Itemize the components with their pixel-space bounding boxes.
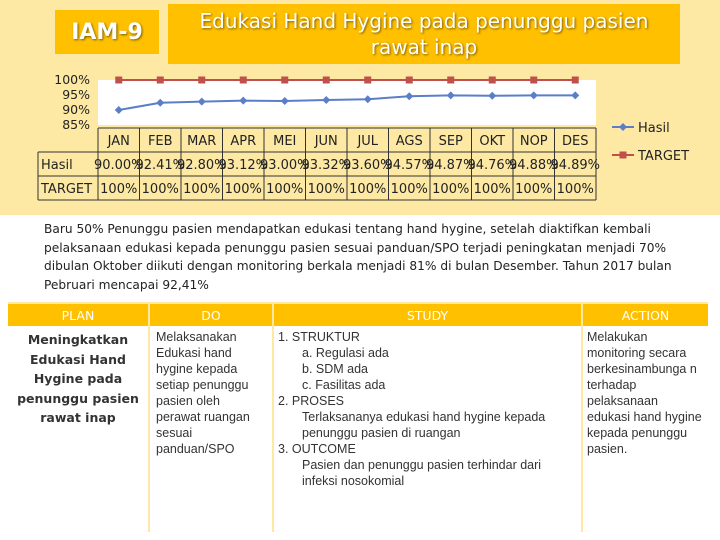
study-header: STUDY — [274, 304, 581, 326]
data-label: 94.89% — [550, 158, 601, 173]
data-label: 93.60% — [342, 158, 393, 173]
plan-text: Meningkatkan Edukasi Hand Hygine pada penunggu pasien rawat inap — [17, 332, 139, 425]
x-tick-label: JUN — [314, 134, 338, 149]
data-label: 100% — [390, 182, 428, 197]
legend-marker — [620, 152, 627, 159]
data-point — [323, 77, 330, 84]
study-line: 3. OUTCOME — [278, 442, 356, 456]
data-point — [572, 77, 579, 84]
data-label: 92.41% — [135, 158, 186, 173]
legend-marker — [619, 123, 627, 131]
data-label: 94.87% — [425, 158, 476, 173]
study-line: 1. STRUKTUR — [278, 330, 360, 344]
study-line: c. Fasilitas ada — [302, 378, 386, 392]
plan-header: PLAN — [8, 304, 148, 326]
data-label: 100% — [266, 182, 304, 197]
action-header: ACTION — [583, 304, 708, 326]
data-label: 94.57% — [384, 158, 435, 173]
data-label: 100% — [556, 182, 594, 197]
study-line: b. SDM ada — [302, 362, 369, 376]
indicator-code: IAM-9 — [55, 10, 159, 54]
data-point — [240, 77, 247, 84]
do-cell — [150, 326, 272, 532]
data-point — [281, 77, 288, 84]
x-tick-label: APR — [230, 134, 257, 149]
series-row-label: TARGET — [41, 182, 93, 197]
data-label: 100% — [349, 182, 387, 197]
legend-label: Hasil — [638, 121, 670, 136]
study-line: Terlaksananya edukasi hand hygine kepada penunggu pasien di ruangan — [302, 410, 546, 440]
x-tick-label: FEB — [147, 134, 173, 149]
x-tick-label: MAR — [187, 134, 217, 149]
data-label: 92.80% — [176, 158, 227, 173]
study-cell — [274, 326, 581, 532]
x-tick-label: JUL — [357, 134, 379, 149]
pdsa-table — [8, 302, 708, 532]
data-label: 90.00% — [93, 158, 144, 173]
y-tick-label: 90% — [62, 102, 90, 117]
data-point — [198, 77, 205, 84]
data-point — [364, 77, 371, 84]
x-tick-label: MEI — [273, 134, 297, 149]
data-label: 94.88% — [508, 158, 559, 173]
data-point — [530, 77, 537, 84]
study-line: Pasien dan penunggu pasien terhindar dari infeksi nosokomial — [302, 458, 542, 488]
x-tick-label: AGS — [395, 134, 423, 149]
data-point — [489, 77, 496, 84]
series-row-label: Hasil — [41, 158, 73, 173]
x-tick-label: JAN — [107, 134, 130, 149]
y-tick-label: 95% — [62, 87, 90, 102]
x-tick-label: OKT — [479, 134, 506, 149]
data-label: 93.12% — [218, 158, 269, 173]
data-point — [115, 77, 122, 84]
page-title: Edukasi Hand Hygine pada penunggu pasien rawat inap — [168, 4, 680, 64]
y-tick-label: 85% — [62, 117, 90, 132]
data-label: 100% — [307, 182, 345, 197]
summary-paragraph: Baru 50% Penunggu pasien mendapatkan edukasi tentang hand hygine, setelah diaktifkan kembali pelaksanaan edukasi kepada penunggu pasien sesuai panduan/SPO terjadi peningkatan menjadi 70% dibulan Oktober diikuti dengan monitoring berkala menjadi 81% di bulan Desember. Tahun 2017 bulan Pebruari mencapai 92,41% — [44, 222, 672, 292]
action-text: Melakukan monitoring secara berkesinambunga n terhadap pelaksanaan edukasi hand hygine kepada penunggu pasien. — [587, 330, 702, 456]
data-label: 100% — [473, 182, 511, 197]
study-list — [274, 326, 581, 492]
data-label: 100% — [100, 182, 138, 197]
data-point — [447, 77, 454, 84]
line-chart — [0, 68, 720, 208]
study-line: a. Regulasi ada — [302, 346, 389, 360]
data-label: 94.76% — [467, 158, 518, 173]
data-label: 93.00% — [259, 158, 310, 173]
study-line: 2. PROSES — [278, 394, 344, 408]
x-tick-label: NOP — [519, 134, 548, 149]
x-tick-label: DES — [562, 134, 589, 149]
do-text: Melaksanakan Edukasi hand hygine kepada setiap penunggu pasien oleh perawat ruangan sesuai panduan/SPO — [156, 330, 250, 456]
data-label: 93.32% — [301, 158, 352, 173]
data-label: 100% — [141, 182, 179, 197]
data-point — [157, 77, 164, 84]
y-tick-label: 100% — [54, 72, 90, 87]
data-label: 100% — [183, 182, 221, 197]
legend-label: TARGET — [638, 149, 690, 164]
data-label: 100% — [515, 182, 553, 197]
action-cell — [583, 326, 708, 532]
data-label: 100% — [432, 182, 470, 197]
data-label: 100% — [224, 182, 262, 197]
x-tick-label: SEP — [438, 134, 463, 149]
do-header: DO — [150, 304, 272, 326]
plan-cell — [8, 326, 148, 532]
data-point — [406, 77, 413, 84]
